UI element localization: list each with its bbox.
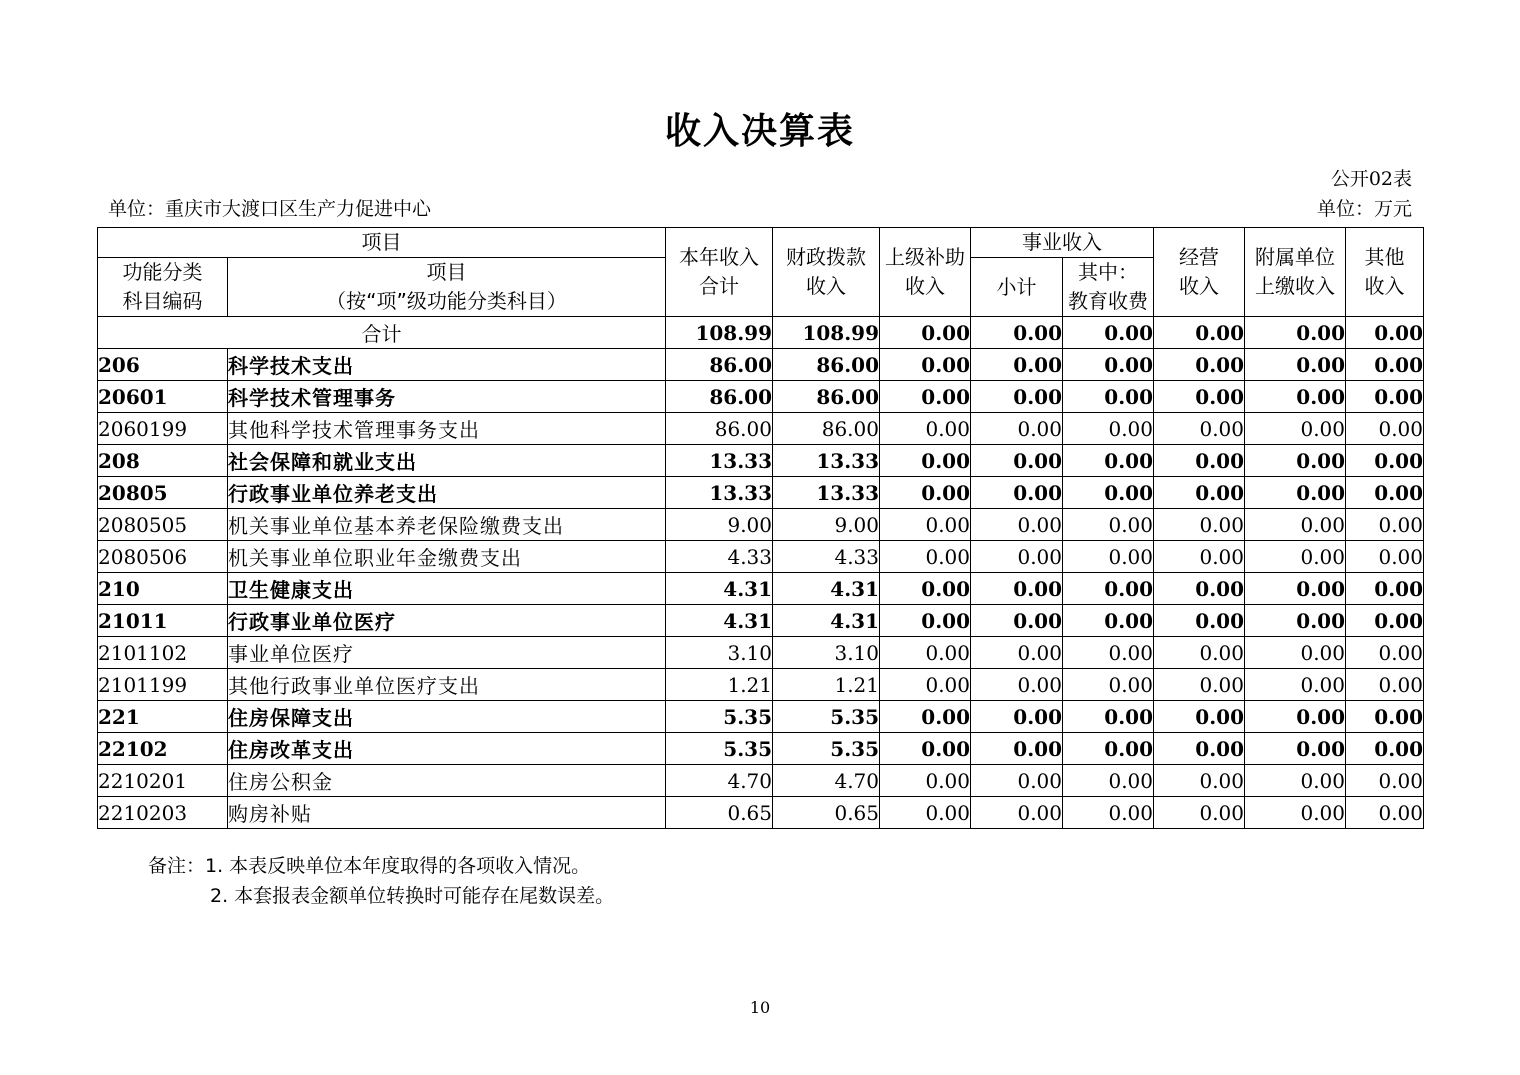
total-value: 0.00 bbox=[880, 317, 971, 349]
amount-cell: 0.00 bbox=[1154, 605, 1245, 637]
amount-cell: 0.00 bbox=[1063, 701, 1154, 733]
amount-cell: 0.00 bbox=[971, 701, 1063, 733]
table-row bbox=[98, 605, 1424, 637]
amount-cell: 0.00 bbox=[1063, 349, 1154, 381]
amount-cell: 0.00 bbox=[880, 541, 971, 573]
total-value: 108.99 bbox=[773, 317, 880, 349]
amount-cell: 1.21 bbox=[773, 669, 880, 701]
header-other: 其他 收入 bbox=[1346, 228, 1424, 317]
amount-cell: 0.00 bbox=[1245, 509, 1346, 541]
amount-cell: 4.70 bbox=[773, 765, 880, 797]
subject-code: 20601 bbox=[98, 381, 228, 413]
amount-cell: 0.00 bbox=[1245, 701, 1346, 733]
amount-cell: 0.00 bbox=[971, 637, 1063, 669]
amount-cell: 0.00 bbox=[971, 381, 1063, 413]
page-title: 收入决算表 bbox=[664, 111, 855, 152]
amount-cell: 0.00 bbox=[1245, 637, 1346, 669]
note-line: 备注：1. 本表反映单位本年度取得的各项收入情况。 bbox=[148, 855, 591, 877]
amount-cell: 0.00 bbox=[1063, 381, 1154, 413]
subject-name: 购房补贴 bbox=[228, 797, 666, 829]
subject-code: 2210201 bbox=[98, 765, 228, 797]
amount-cell: 9.00 bbox=[773, 509, 880, 541]
total-label: 合计 bbox=[98, 317, 666, 349]
amount-cell: 0.00 bbox=[1245, 445, 1346, 477]
reporting-unit: 单位：重庆市大渡口区生产力促进中心 bbox=[108, 198, 432, 220]
amount-cell: 0.00 bbox=[971, 349, 1063, 381]
amount-cell: 3.10 bbox=[666, 637, 773, 669]
amount-cell: 0.00 bbox=[880, 637, 971, 669]
amount-cell: 0.65 bbox=[666, 797, 773, 829]
amount-cell: 0.00 bbox=[1154, 509, 1245, 541]
amount-cell: 0.00 bbox=[971, 605, 1063, 637]
table-row bbox=[98, 573, 1424, 605]
amount-cell: 4.31 bbox=[773, 573, 880, 605]
amount-cell: 0.00 bbox=[1063, 605, 1154, 637]
subject-code: 21011 bbox=[98, 605, 228, 637]
amount-cell: 0.00 bbox=[1154, 541, 1245, 573]
total-value: 0.00 bbox=[1063, 317, 1154, 349]
subject-name: 住房保障支出 bbox=[228, 701, 666, 733]
amount-cell: 0.00 bbox=[1346, 413, 1424, 445]
subject-name: 事业单位医疗 bbox=[228, 637, 666, 669]
amount-cell: 5.35 bbox=[773, 701, 880, 733]
subject-name: 机关事业单位基本养老保险缴费支出 bbox=[228, 509, 666, 541]
header-item: 项目 （按“项”级功能分类科目） bbox=[228, 258, 666, 317]
amount-cell: 0.00 bbox=[1245, 541, 1346, 573]
subject-name: 其他科学技术管理事务支出 bbox=[228, 413, 666, 445]
amount-cell: 0.00 bbox=[971, 797, 1063, 829]
amount-cell: 0.00 bbox=[880, 669, 971, 701]
amount-cell: 0.00 bbox=[1063, 445, 1154, 477]
amount-cell: 0.00 bbox=[880, 701, 971, 733]
table-row bbox=[98, 733, 1424, 765]
amount-cell: 0.00 bbox=[1154, 573, 1245, 605]
amount-cell: 0.00 bbox=[1154, 349, 1245, 381]
table-header bbox=[98, 228, 1424, 317]
total-value: 0.00 bbox=[1245, 317, 1346, 349]
header-project: 项目 bbox=[98, 228, 666, 258]
amount-cell: 0.00 bbox=[1154, 797, 1245, 829]
amount-cell: 0.65 bbox=[773, 797, 880, 829]
amount-cell: 4.70 bbox=[666, 765, 773, 797]
subject-code: 2210203 bbox=[98, 797, 228, 829]
table-row bbox=[98, 349, 1424, 381]
amount-cell: 0.00 bbox=[1346, 477, 1424, 509]
amount-cell: 0.00 bbox=[1063, 733, 1154, 765]
amount-cell: 0.00 bbox=[1154, 381, 1245, 413]
subject-code: 20805 bbox=[98, 477, 228, 509]
amount-cell: 0.00 bbox=[971, 765, 1063, 797]
amount-cell: 4.31 bbox=[666, 605, 773, 637]
amount-cell: 0.00 bbox=[1154, 477, 1245, 509]
amount-cell: 0.00 bbox=[1063, 541, 1154, 573]
amount-cell: 0.00 bbox=[880, 573, 971, 605]
amount-cell: 0.00 bbox=[1154, 669, 1245, 701]
table-row bbox=[98, 541, 1424, 573]
amount-cell: 0.00 bbox=[1063, 637, 1154, 669]
currency-unit: 单位：万元 bbox=[1316, 198, 1412, 220]
amount-cell: 0.00 bbox=[1063, 573, 1154, 605]
table-row bbox=[98, 509, 1424, 541]
total-value: 108.99 bbox=[666, 317, 773, 349]
amount-cell: 0.00 bbox=[1346, 541, 1424, 573]
amount-cell: 0.00 bbox=[1154, 637, 1245, 669]
total-row bbox=[98, 317, 1424, 349]
amount-cell: 0.00 bbox=[880, 381, 971, 413]
amount-cell: 0.00 bbox=[1346, 701, 1424, 733]
subject-code: 2080505 bbox=[98, 509, 228, 541]
header-subtotal: 小计 bbox=[971, 258, 1063, 317]
header-code: 功能分类 科目编码 bbox=[98, 258, 228, 317]
subject-code: 208 bbox=[98, 445, 228, 477]
amount-cell: 0.00 bbox=[1346, 445, 1424, 477]
amount-cell: 0.00 bbox=[880, 797, 971, 829]
amount-cell: 0.00 bbox=[1245, 413, 1346, 445]
amount-cell: 0.00 bbox=[880, 477, 971, 509]
amount-cell: 0.00 bbox=[971, 541, 1063, 573]
amount-cell: 0.00 bbox=[880, 413, 971, 445]
table-row bbox=[98, 701, 1424, 733]
table-row bbox=[98, 413, 1424, 445]
amount-cell: 0.00 bbox=[880, 349, 971, 381]
amount-cell: 0.00 bbox=[971, 733, 1063, 765]
amount-cell: 0.00 bbox=[1346, 765, 1424, 797]
header-total: 本年收入 合计 bbox=[666, 228, 773, 317]
notes bbox=[148, 851, 614, 911]
amount-cell: 86.00 bbox=[666, 349, 773, 381]
amount-cell: 86.00 bbox=[773, 381, 880, 413]
amount-cell: 0.00 bbox=[1154, 733, 1245, 765]
amount-cell: 0.00 bbox=[1245, 733, 1346, 765]
amount-cell: 4.31 bbox=[773, 605, 880, 637]
table-row bbox=[98, 669, 1424, 701]
amount-cell: 0.00 bbox=[1346, 381, 1424, 413]
amount-cell: 0.00 bbox=[1063, 509, 1154, 541]
amount-cell: 0.00 bbox=[1063, 797, 1154, 829]
amount-cell: 0.00 bbox=[1063, 765, 1154, 797]
amount-cell: 0.00 bbox=[971, 669, 1063, 701]
table-row bbox=[98, 637, 1424, 669]
amount-cell: 0.00 bbox=[1346, 573, 1424, 605]
amount-cell: 0.00 bbox=[1346, 605, 1424, 637]
amount-cell: 86.00 bbox=[666, 381, 773, 413]
amount-cell: 0.00 bbox=[1063, 413, 1154, 445]
subject-code: 2101199 bbox=[98, 669, 228, 701]
subject-name: 社会保障和就业支出 bbox=[228, 445, 666, 477]
header-operating: 经营 收入 bbox=[1154, 228, 1245, 317]
amount-cell: 0.00 bbox=[1154, 701, 1245, 733]
subject-name: 卫生健康支出 bbox=[228, 573, 666, 605]
amount-cell: 5.35 bbox=[666, 701, 773, 733]
subject-code: 2101102 bbox=[98, 637, 228, 669]
amount-cell: 13.33 bbox=[773, 445, 880, 477]
amount-cell: 86.00 bbox=[773, 349, 880, 381]
amount-cell: 0.00 bbox=[1063, 477, 1154, 509]
amount-cell: 0.00 bbox=[880, 733, 971, 765]
total-value: 0.00 bbox=[971, 317, 1063, 349]
subject-name: 其他行政事业单位医疗支出 bbox=[228, 669, 666, 701]
amount-cell: 13.33 bbox=[773, 477, 880, 509]
table-row bbox=[98, 445, 1424, 477]
amount-cell: 0.00 bbox=[1245, 349, 1346, 381]
income-table bbox=[97, 227, 1424, 829]
amount-cell: 0.00 bbox=[1245, 669, 1346, 701]
subject-code: 206 bbox=[98, 349, 228, 381]
table-row bbox=[98, 797, 1424, 829]
amount-cell: 86.00 bbox=[773, 413, 880, 445]
note-line: 2. 本套报表金额单位转换时可能存在尾数误差。 bbox=[210, 885, 615, 907]
subject-name: 机关事业单位职业年金缴费支出 bbox=[228, 541, 666, 573]
amount-cell: 0.00 bbox=[1245, 797, 1346, 829]
amount-cell: 0.00 bbox=[1245, 605, 1346, 637]
header-career-income: 事业收入 bbox=[971, 228, 1154, 258]
subject-name: 科学技术支出 bbox=[228, 349, 666, 381]
amount-cell: 0.00 bbox=[1346, 509, 1424, 541]
subject-name: 住房公积金 bbox=[228, 765, 666, 797]
amount-cell: 3.10 bbox=[773, 637, 880, 669]
amount-cell: 4.33 bbox=[773, 541, 880, 573]
amount-cell: 0.00 bbox=[1245, 381, 1346, 413]
table-body bbox=[98, 317, 1424, 829]
amount-cell: 5.35 bbox=[773, 733, 880, 765]
amount-cell: 0.00 bbox=[1154, 765, 1245, 797]
subject-code: 2080506 bbox=[98, 541, 228, 573]
amount-cell: 13.33 bbox=[666, 477, 773, 509]
table-row bbox=[98, 381, 1424, 413]
amount-cell: 0.00 bbox=[1154, 445, 1245, 477]
subject-name: 行政事业单位医疗 bbox=[228, 605, 666, 637]
amount-cell: 0.00 bbox=[1346, 797, 1424, 829]
total-value: 0.00 bbox=[1154, 317, 1245, 349]
table-row bbox=[98, 477, 1424, 509]
amount-cell: 9.00 bbox=[666, 509, 773, 541]
amount-cell: 0.00 bbox=[971, 445, 1063, 477]
header-upper-subsidy: 上级补助 收入 bbox=[880, 228, 971, 317]
subject-name: 行政事业单位养老支出 bbox=[228, 477, 666, 509]
amount-cell: 0.00 bbox=[1346, 733, 1424, 765]
amount-cell: 4.33 bbox=[666, 541, 773, 573]
amount-cell: 0.00 bbox=[880, 509, 971, 541]
subject-code: 22102 bbox=[98, 733, 228, 765]
amount-cell: 4.31 bbox=[666, 573, 773, 605]
subject-name: 住房改革支出 bbox=[228, 733, 666, 765]
page-number: 10 bbox=[749, 998, 771, 1017]
header-education-fee: 其中： 教育收费 bbox=[1063, 258, 1154, 317]
total-value: 0.00 bbox=[1346, 317, 1424, 349]
header-affiliated: 附属单位 上缴收入 bbox=[1245, 228, 1346, 317]
amount-cell: 0.00 bbox=[1346, 669, 1424, 701]
amount-cell: 1.21 bbox=[666, 669, 773, 701]
subject-code: 210 bbox=[98, 573, 228, 605]
amount-cell: 0.00 bbox=[1346, 637, 1424, 669]
amount-cell: 0.00 bbox=[1346, 349, 1424, 381]
subject-code: 221 bbox=[98, 701, 228, 733]
subject-name: 科学技术管理事务 bbox=[228, 381, 666, 413]
header-fiscal: 财政拨款 收入 bbox=[773, 228, 880, 317]
amount-cell: 0.00 bbox=[971, 509, 1063, 541]
amount-cell: 0.00 bbox=[1154, 413, 1245, 445]
amount-cell: 0.00 bbox=[1063, 669, 1154, 701]
amount-cell: 0.00 bbox=[971, 573, 1063, 605]
amount-cell: 5.35 bbox=[666, 733, 773, 765]
form-number: 公开02表 bbox=[1330, 168, 1412, 190]
table-row bbox=[98, 765, 1424, 797]
amount-cell: 0.00 bbox=[1245, 765, 1346, 797]
amount-cell: 0.00 bbox=[880, 765, 971, 797]
amount-cell: 13.33 bbox=[666, 445, 773, 477]
amount-cell: 0.00 bbox=[880, 445, 971, 477]
amount-cell: 0.00 bbox=[1245, 477, 1346, 509]
amount-cell: 0.00 bbox=[880, 605, 971, 637]
amount-cell: 0.00 bbox=[971, 413, 1063, 445]
amount-cell: 0.00 bbox=[971, 477, 1063, 509]
amount-cell: 0.00 bbox=[1245, 573, 1346, 605]
amount-cell: 86.00 bbox=[666, 413, 773, 445]
subject-code: 2060199 bbox=[98, 413, 228, 445]
